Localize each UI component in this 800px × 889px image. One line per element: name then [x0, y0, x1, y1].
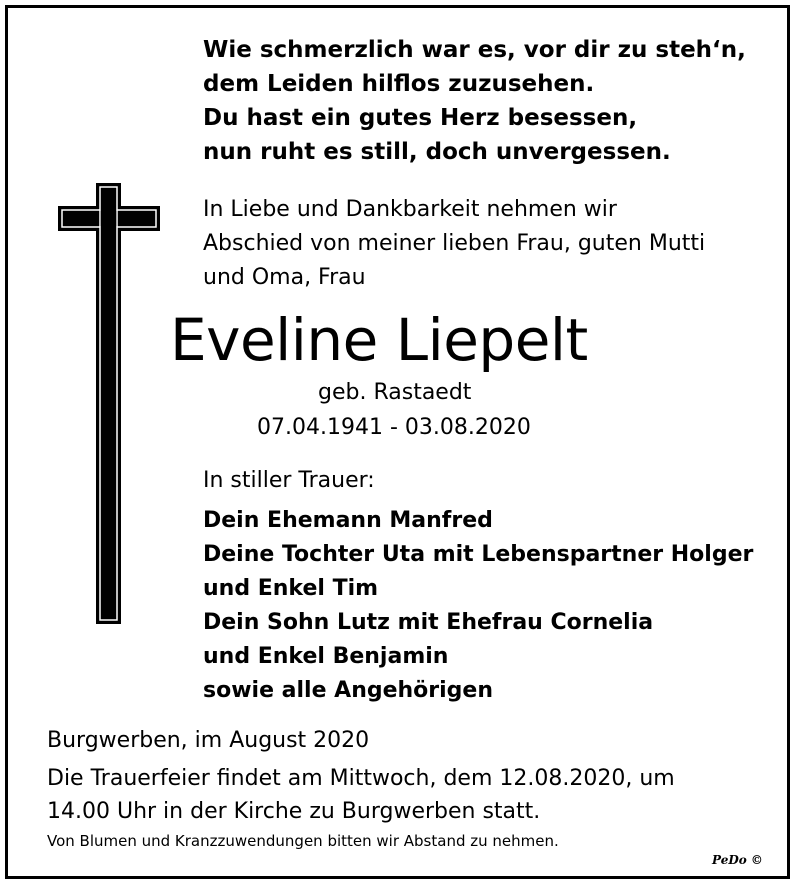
- funeral-info: [47, 762, 675, 828]
- deceased-name: Eveline Liepelt: [170, 306, 588, 374]
- life-dates: 07.04.1941 - 03.08.2020: [257, 415, 531, 440]
- cross-icon: [58, 183, 160, 629]
- maiden-name: geb. Rastaedt: [318, 380, 472, 405]
- intro-line: In Liebe und Dankbarkeit nehmen wir: [203, 197, 617, 222]
- poem-line: dem Leiden hilflos zuzusehen.: [203, 71, 595, 97]
- intro-line: Abschied von meiner lieben Frau, guten Mutti: [203, 231, 706, 256]
- funeral-line: Die Trauerfeier findet am Mittwoch, dem 12.08.2020, um: [47, 766, 675, 791]
- poem-line: Du hast ein gutes Herz besessen,: [203, 105, 638, 131]
- mourner-line: Deine Tochter Uta mit Lebenspartner Holger: [203, 542, 754, 567]
- mourner-line: Dein Sohn Lutz mit Ehefrau Cornelia: [203, 610, 654, 635]
- place-date: Burgwerben, im August 2020: [47, 728, 370, 753]
- poem-line: Wie schmerzlich war es, vor dir zu steh‘n,: [203, 37, 746, 63]
- poem-line: nun ruht es still, doch unvergessen.: [203, 139, 671, 165]
- mourner-list: [203, 504, 753, 708]
- flower-note: Von Blumen und Kranzzuwendungen bitten wir Abstand zu nehmen.: [47, 832, 559, 850]
- poem: [203, 33, 746, 169]
- mourner-line: Dein Ehemann Manfred: [203, 508, 493, 533]
- mourner-line: und Enkel Tim: [203, 576, 379, 601]
- mourning-label: In stiller Trauer:: [203, 468, 375, 493]
- intro-text: [203, 193, 705, 295]
- mourner-line: sowie alle Angehörigen: [203, 678, 494, 703]
- mourner-line: und Enkel Benjamin: [203, 644, 449, 669]
- funeral-line: 14.00 Uhr in der Kirche zu Burgwerben statt.: [47, 799, 541, 824]
- intro-line: und Oma, Frau: [203, 265, 366, 290]
- designer-signature: PeDo ©: [712, 853, 763, 867]
